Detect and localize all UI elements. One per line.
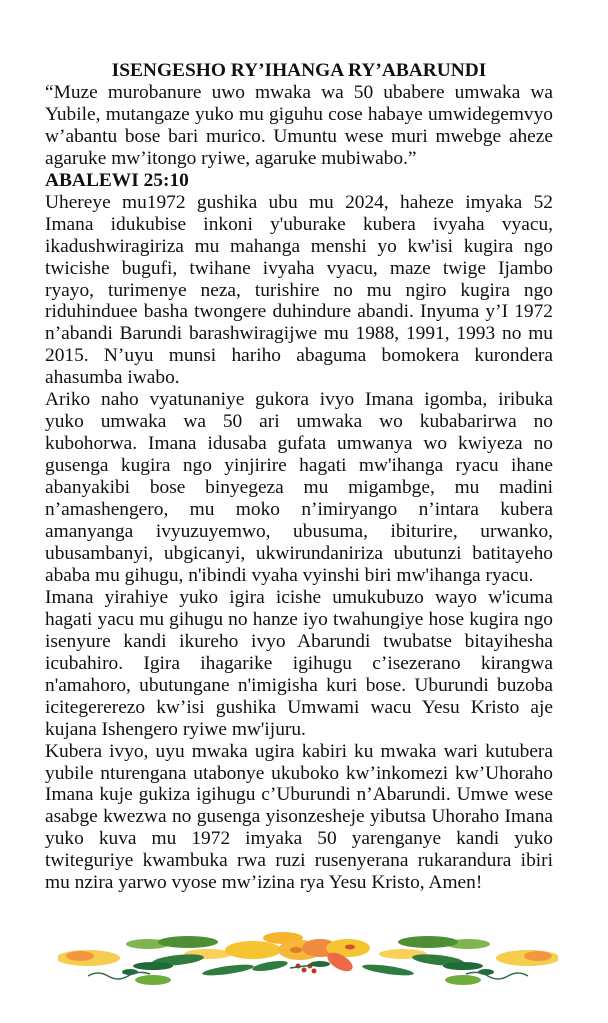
floral-right-icon: [362, 936, 558, 985]
paragraph-3: Imana yirahiye yuko igira icishe umukubuzo wayo w'icuma hagati yacu mu gihugu no hanze iyo twahungiye hose kugira ngo isenyure kandi ikureho ivyo Abarundi twubatse bitayihesha icubahiro. Igira ihagarike igihugu c’isezerano kirangwa n'amahoro, ubutungane n'imigisha kuri bose. Uburundi buzoba icitegererezo kw’isi gushika Umwami wacu Yesu Kristo aje kujana Ishengero ryiwe mw'ijuru.: [45, 586, 553, 740]
document-page: [45, 60, 553, 894]
scripture-quote: “Muze murobanure uwo mwaka wa 50 ubabere umwaka wa Yubile, mutangaze yuko mu giguhu cose habaye umwidegemvyo w’abantu bose bari murico. Umuntu wese muri mwebge aheze agaruke mw’itongo ryiwe, agaruke mubiwabo.”: [45, 81, 553, 169]
document-title: ISENGESHO RY’IHANGA RY’ABARUNDI: [111, 60, 487, 81]
paragraph-2: Ariko naho vyatunaniye gukora ivyo Imana igomba, iribuka yuko umwaka wa 50 ari umwaka wo kubabarirwa no kubohorwa. Imana idusaba gufata umwanya wo kwiyeza no gusenga kugira ngo yinjirire hagati mw'ihanga ryacu ihane abanyakibi bose binyegeza mu migambge, mu madini n’amashengero, mu moko n’imiryango n’intara kubera amanyanga ivyuzuyemwo, ubusuma, ibiturire, urwanko, ubusambanyi, ubgicanyi, ukwirundaniriza ubutunzi batitayeho ababa mu gihugu, n'ibindi vyaha vyinshi biri mw'ihanga ryacu.: [45, 389, 553, 586]
floral-border-decoration: [58, 930, 558, 992]
floral-left-icon: [58, 936, 254, 985]
paragraph-1: Uhereye mu1972 gushika ubu mu 2024, haheze imyaka 52 Imana idukubise inkoni y'uburake kubera ivyaha vyacu, ikadushwiragiriza mu mahanga menshi yo kw'isi kugira ngo twicishe bugufi, twihane ivyaha vyacu, maze twige Ijambo ryayo, turimenye neza, turishire no mu ngiro kugira ngo riduhinduee basha twongere duhindure abandi. Inyuma y’I 1972 n’abandi Barundi barashwiragijwe mu 1988, 1991, 1993 no mu 2015. N’uyu munsi hariho abaguma bomokera kurondera ahasumba iwabo.: [45, 191, 553, 389]
scripture-reference: ABALEWI 25:10: [45, 169, 189, 191]
paragraph-4: Kubera ivyo, uyu mwaka ugira kabiri ku mwaka wari kutubera yubile nturengana utabonye ukuboko kw’inkomezi kw’Uhoraho Imana kuje gukiza igihugu c’Uburundi n’Abarundi. Umwe wese asabge kwezwa no gusenga yisonzesheje yibutsa Uhoraho Imana yuko kuva mu 1972 imyaka 50 yarenganye kandi yuko twiteguriye kwambuka rwa ruzi rusenyerana rukarandura ibiri mu nzira yarwo vyose mw’izina rya Yesu Kristo, Amen!: [45, 740, 553, 894]
